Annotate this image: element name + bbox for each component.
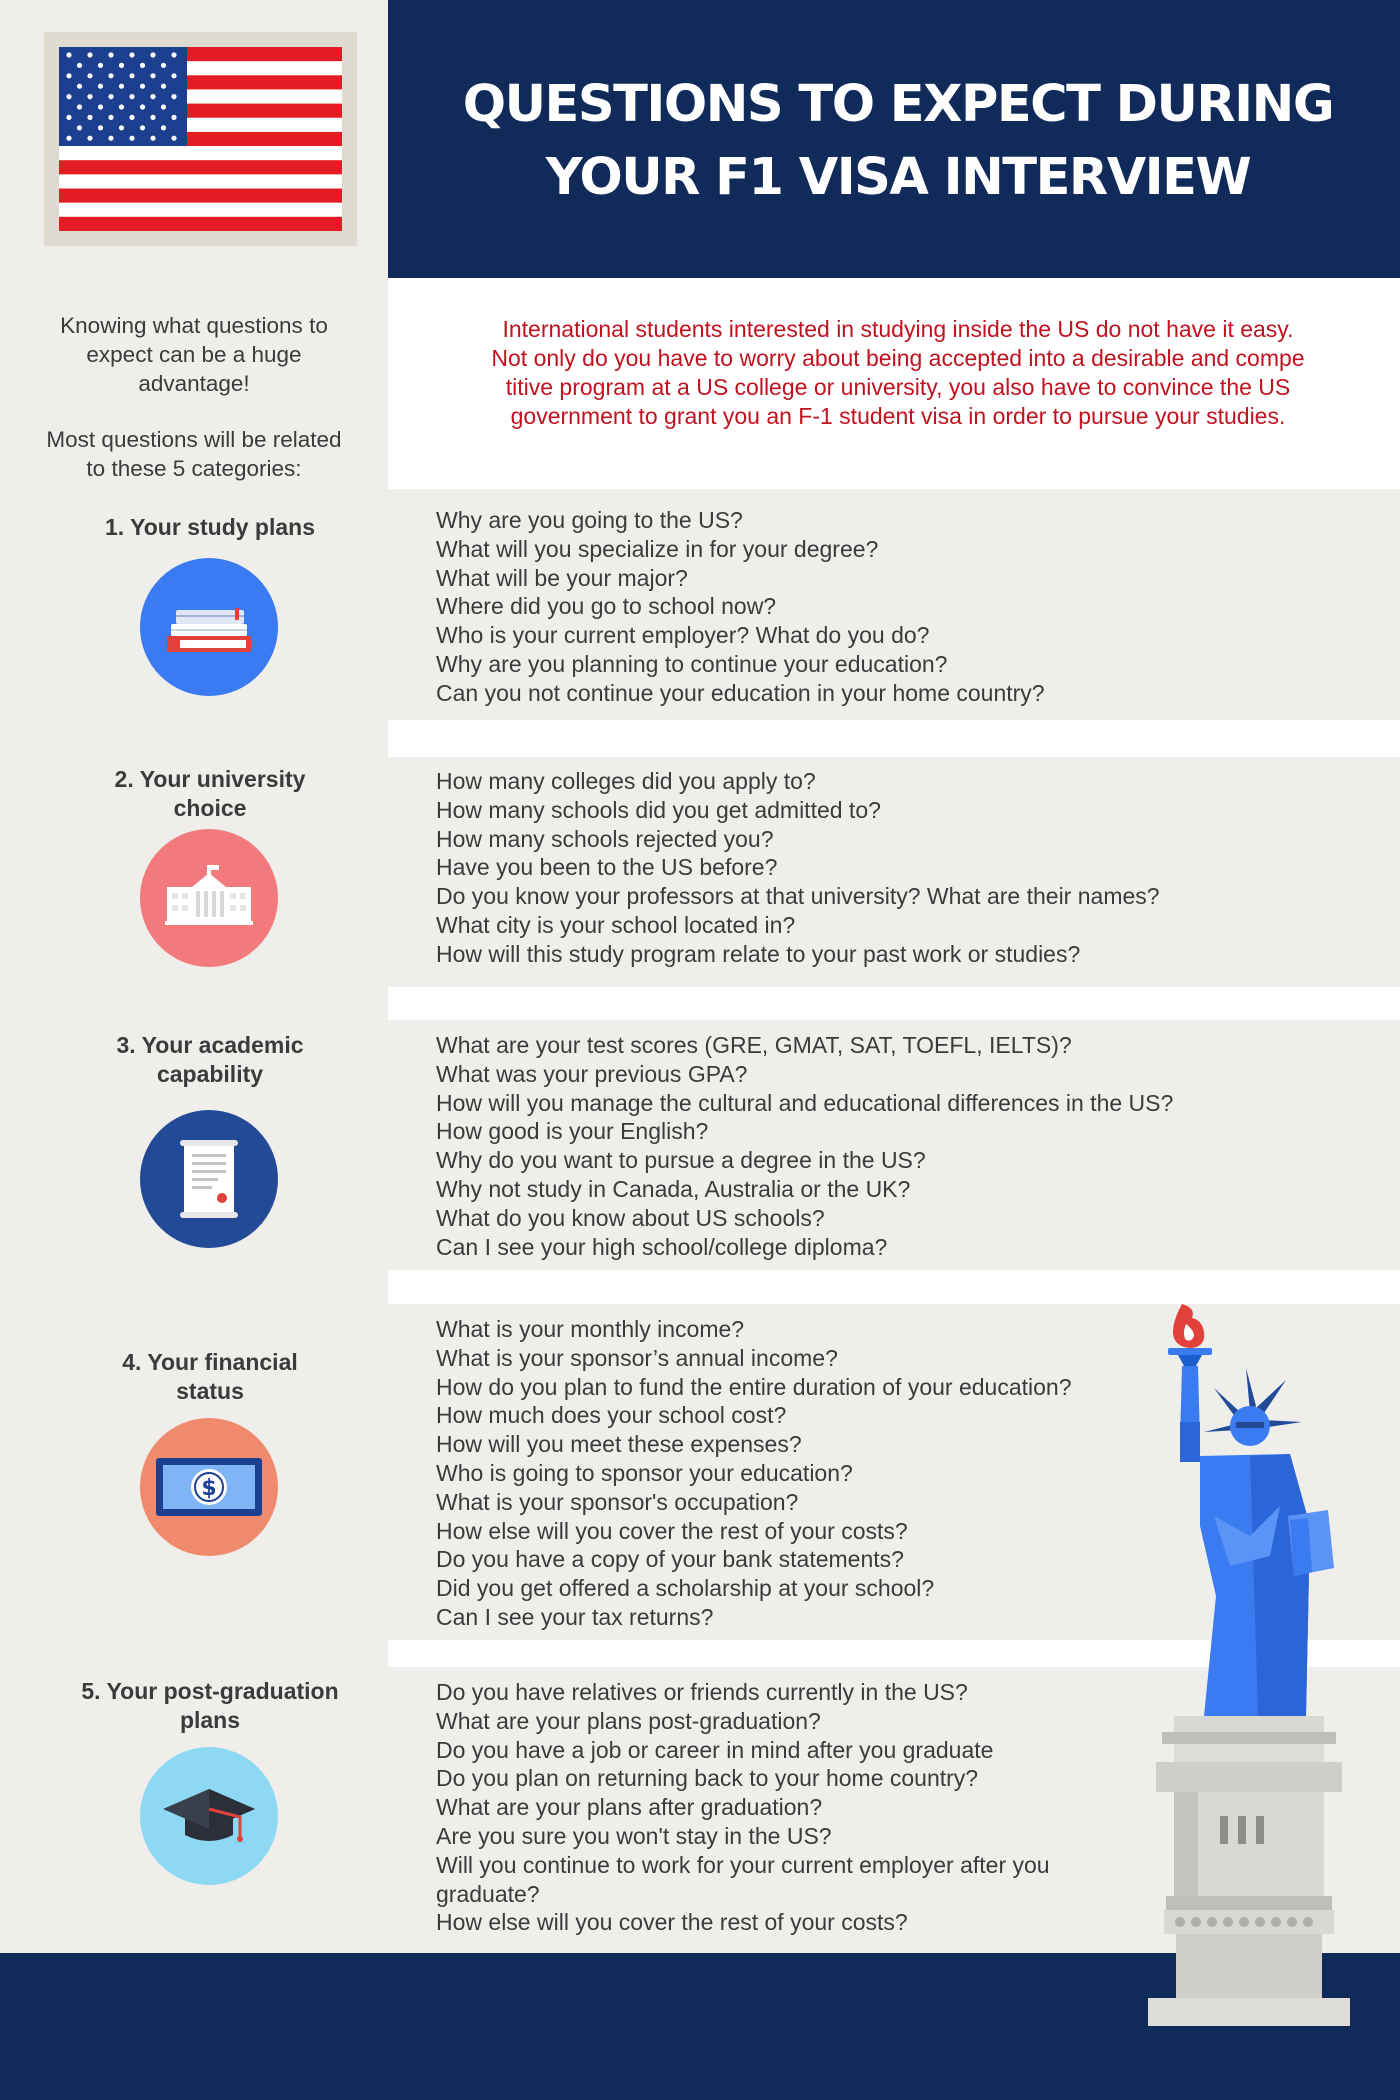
flag-star (171, 52, 176, 57)
question-item: What is your sponsor’s annual income? (436, 1344, 838, 1371)
sidebar-intro-line: to these 5 categories: (86, 456, 302, 481)
flag-star (150, 52, 155, 57)
gap (388, 987, 1400, 1020)
question-item: Why are you planning to continue your education? (436, 650, 948, 677)
question-item: What will be your major? (436, 564, 688, 591)
flag-star (150, 94, 155, 99)
category-title-line: 2. Your university (114, 766, 306, 792)
flag-star (66, 136, 71, 141)
question-item: How good is your English? (436, 1118, 709, 1145)
flag-star (150, 136, 155, 141)
flag-star (66, 73, 71, 78)
flag-star (87, 73, 92, 78)
flag-star (140, 104, 145, 109)
page-title-line-2: YOUR F1 VISA INTERVIEW (545, 148, 1251, 207)
page-title (428, 68, 1368, 214)
flag-star (108, 73, 113, 78)
gap (388, 720, 1400, 757)
flag-star (119, 125, 124, 130)
diploma-icon (140, 1110, 278, 1248)
flag-star (161, 125, 166, 130)
left-sidebar (0, 0, 388, 1953)
statue-of-liberty-icon (1140, 1296, 1360, 2036)
header-banner (388, 0, 1400, 278)
flag-star (161, 104, 166, 109)
flag-star (66, 115, 71, 120)
question-item: Do you know your professors at that university? What are their names? (436, 883, 1160, 910)
category-2-title (28, 765, 392, 823)
flag-star (129, 136, 134, 141)
flag-star (98, 104, 103, 109)
category-title-line: choice (173, 795, 247, 821)
flag-star (98, 125, 103, 130)
question-item: Have you been to the US before? (436, 854, 778, 881)
category-5-title (28, 1677, 392, 1735)
question-item: Why are you going to the US? (436, 507, 743, 533)
flag-star (108, 136, 113, 141)
flag-star (66, 52, 71, 57)
flag-star (161, 84, 166, 89)
flag-star (66, 94, 71, 99)
question-list (436, 506, 1336, 708)
question-item: What do you know about US schools? (436, 1204, 825, 1231)
svg-text:$: $ (201, 1476, 217, 1501)
question-item: What are your test scores (GRE, GMAT, SAT, TOEFL, IELTS)? (436, 1032, 1072, 1058)
flag-star (87, 115, 92, 120)
graduation-cap-icon (140, 1747, 278, 1885)
question-item: What city is your school located in? (436, 911, 796, 938)
question-item: What was your previous GPA? (436, 1060, 748, 1087)
flag-star (119, 63, 124, 68)
question-item: What will you specialize in for your degree? (436, 535, 879, 562)
flag-star (129, 94, 134, 99)
flag-star (87, 94, 92, 99)
flag-star (129, 52, 134, 57)
category-1-title (28, 513, 392, 542)
question-item: Why not study in Canada, Australia or the UK? (436, 1175, 911, 1202)
university-building-icon (140, 829, 278, 967)
flag-star (98, 63, 103, 68)
flag-star (77, 84, 82, 89)
flag-star (150, 115, 155, 120)
dollar-bill-icon (140, 1418, 278, 1556)
question-item: Can you not continue your education in your home country? (436, 679, 1045, 706)
flag-star (129, 73, 134, 78)
flag-star (140, 84, 145, 89)
category-2-panel (388, 757, 1400, 987)
question-item: Who is going to sponsor your education? (436, 1459, 853, 1486)
question-item: How many colleges did you apply to? (436, 768, 816, 794)
flag-star (140, 125, 145, 130)
question-item: Who is your current employer? What do you do? (436, 622, 930, 649)
question-item: What is your monthly income? (436, 1316, 745, 1342)
question-item: Do you have relatives or friends currently in the US? (436, 1679, 968, 1705)
sidebar-intro-line: expect can be a huge (86, 342, 302, 367)
flag-star (87, 136, 92, 141)
sidebar-intro-1 (28, 311, 360, 398)
sidebar-intro-line: Most questions will be related (46, 427, 342, 452)
category-title-line: status (176, 1378, 244, 1404)
flag-star (87, 52, 92, 57)
question-list (436, 767, 1336, 969)
flag-star (171, 136, 176, 141)
question-item: Where did you go to school now? (436, 593, 777, 620)
flag-star (119, 84, 124, 89)
question-item: How will you meet these expenses? (436, 1431, 802, 1458)
question-item: How will you manage the cultural and educational differences in the US? (436, 1089, 1174, 1116)
question-item: Will you continue to work for your current employer after you (436, 1851, 1050, 1878)
us-flag-icon (59, 47, 342, 231)
us-flag-frame (44, 32, 357, 246)
question-item: How else will you cover the rest of your costs? (436, 1517, 908, 1544)
books-icon (140, 558, 278, 696)
flag-star (77, 63, 82, 68)
page-title-line-1: QUESTIONS TO EXPECT DURING (462, 75, 1334, 134)
question-item: Can I see your tax returns? (436, 1603, 714, 1630)
category-3-title (28, 1031, 392, 1089)
sidebar-intro-line: Knowing what questions to (60, 313, 328, 338)
flag-star (150, 73, 155, 78)
flag-star (98, 84, 103, 89)
category-1-panel (388, 489, 1400, 720)
category-title-line: 3. Your academic (116, 1032, 304, 1058)
category-title-line: 1. Your study plans (104, 514, 316, 540)
question-item: What are your plans after graduation? (436, 1794, 823, 1821)
flag-star (171, 94, 176, 99)
intro-line: Not only do you have to worry about being accepted into a desirable and compe (491, 345, 1305, 371)
intro-text (428, 315, 1368, 431)
flag-star (77, 125, 82, 130)
question-item: Are you sure you won't stay in the US? (436, 1822, 832, 1849)
category-title-line: 5. Your post-graduation (81, 1678, 339, 1704)
question-item: How else will you cover the rest of your costs? (436, 1909, 908, 1936)
category-title-line: capability (156, 1061, 264, 1087)
flag-star (129, 115, 134, 120)
intro-line: government to grant you an F-1 student visa in order to pursue your studies. (510, 403, 1286, 429)
question-item: What are your plans post-graduation? (436, 1707, 821, 1734)
flag-star (108, 115, 113, 120)
question-item: Did you get offered a scholarship at your school? (436, 1575, 935, 1602)
flag-star (171, 115, 176, 120)
flag-star (140, 63, 145, 68)
question-item: Can I see your high school/college diploma? (436, 1233, 888, 1260)
question-item: How many schools rejected you? (436, 825, 774, 852)
question-item: How do you plan to fund the entire duration of your education? (436, 1373, 1072, 1400)
category-3-panel (388, 1020, 1400, 1270)
question-item: How will this study program relate to your past work or studies? (436, 940, 1081, 967)
intro-line: titive program at a US college or university, you also have to convince the US (505, 374, 1291, 400)
sidebar-intro-line: advantage! (138, 371, 250, 396)
intro-line: International students interested in studying inside the US do not have it easy. (502, 316, 1294, 342)
flag-star (161, 63, 166, 68)
flag-star (108, 52, 113, 57)
question-item: How much does your school cost? (436, 1402, 787, 1429)
flag-star (77, 104, 82, 109)
question-item: Do you have a copy of your bank statements? (436, 1546, 904, 1573)
sidebar-intro-2 (28, 425, 360, 483)
question-list (436, 1031, 1336, 1261)
flag-star (108, 94, 113, 99)
category-title-line: 4. Your financial (122, 1349, 298, 1375)
question-item: graduate? (436, 1880, 540, 1907)
category-title-line: plans (179, 1707, 241, 1733)
flag-star (171, 73, 176, 78)
question-item: What is your sponsor's occupation? (436, 1488, 799, 1515)
question-item: Do you have a job or career in mind after you graduate (436, 1736, 994, 1763)
question-item: Do you plan on returning back to your home country? (436, 1765, 979, 1792)
category-4-title (28, 1348, 392, 1406)
flag-star (119, 104, 124, 109)
question-item: How many schools did you get admitted to? (436, 796, 881, 823)
question-item: Why do you want to pursue a degree in the US? (436, 1147, 926, 1174)
intro-box (388, 278, 1400, 488)
